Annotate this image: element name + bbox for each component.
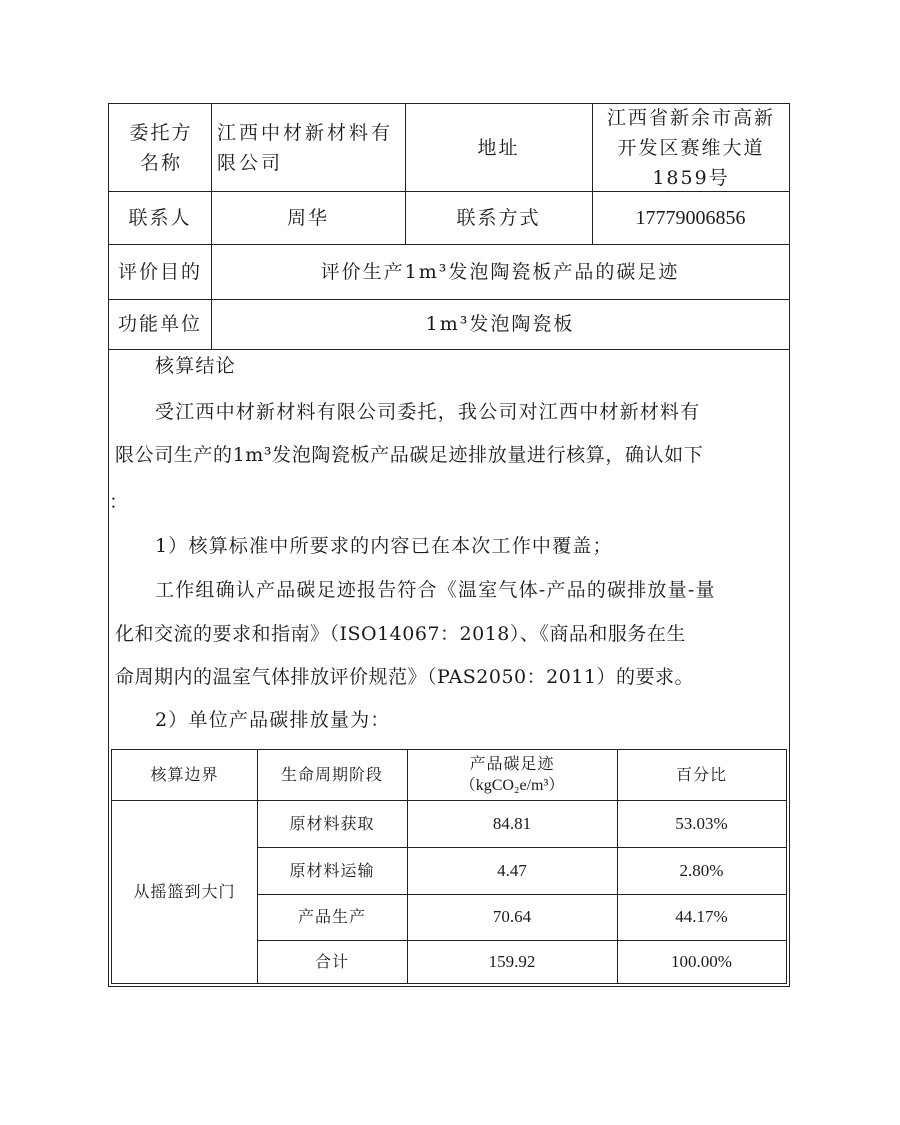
header-footprint-title: 产品碳足迹 <box>469 754 555 773</box>
purpose-value: 评价生产1m³发泡陶瓷板产品的碳足迹 <box>320 260 680 283</box>
row-divider <box>109 349 789 350</box>
client-name-label: 委托方名称 <box>129 121 193 174</box>
header-percent: 百分比 <box>675 765 727 784</box>
total-footprint-cell: 159.92 <box>488 951 536 971</box>
conclusion-heading: 核算结论 <box>155 355 236 377</box>
boundary-cell: 从摇篮到大门 <box>133 881 236 901</box>
conformity-paragraph-line: 化和交流的要求和指南》（ISO14067：2018）、《商品和服务在生 <box>115 623 686 645</box>
coverage-statement: 1）核算标准中所要求的内容已在本次工作中覆盖； <box>155 535 613 557</box>
client-name-value: 江西中材新材料有限公司 <box>217 121 394 174</box>
footprint-cell: 4.47 <box>497 860 527 880</box>
contact-label: 联系人 <box>128 206 192 229</box>
conformity-paragraph-line: 工作组确认产品碳足迹报告符合《温室气体-产品的碳排放量-量 <box>155 579 716 601</box>
results-table <box>111 749 787 984</box>
address-label: 地址 <box>477 136 520 159</box>
contact-value: 周华 <box>286 206 329 229</box>
footprint-cell: 84.81 <box>492 813 532 833</box>
phone-value: 17779006856 <box>635 206 746 229</box>
address-value: 江西省新余市高新开发区赛维大道1859号 <box>606 106 775 189</box>
header-stage: 生命周期阶段 <box>280 765 383 784</box>
conclusion-paragraph-line: 受江西中材新材料有限公司委托，我公司对江西中材新材料有 <box>155 401 701 423</box>
stage-cell: 原材料运输 <box>289 860 375 880</box>
unit-emission-heading: 2）单位产品碳排放量为： <box>155 709 391 731</box>
stage-cell: 原材料获取 <box>289 813 375 833</box>
conclusion-paragraph-line: 限公司生产的1m³发泡陶瓷板产品碳足迹排放量进行核算，确认如下 <box>115 444 704 466</box>
phone-label: 联系方式 <box>456 206 541 229</box>
header-footprint-unit: （kgCO₂e/m³） <box>459 777 565 794</box>
header-footprint <box>407 750 617 800</box>
percent-cell: 44.17% <box>675 907 728 926</box>
conformity-paragraph-line: 命周期内的温室气体排放评价规范》（PAS2050：2011）的要求。 <box>115 666 694 688</box>
conclusion-paragraph-line: ： <box>109 491 130 513</box>
report-form <box>108 103 790 987</box>
purpose-label: 评价目的 <box>117 260 202 283</box>
stage-cell: 产品生产 <box>297 907 366 926</box>
functional-unit-label: 功能单位 <box>117 313 202 335</box>
percent-cell: 53.03% <box>675 813 728 833</box>
total-percent-cell: 100.00% <box>671 951 732 971</box>
header-boundary: 核算边界 <box>150 765 219 784</box>
footprint-cell: 70.64 <box>492 907 532 926</box>
functional-unit-value: 1m³发泡陶瓷板 <box>425 313 575 335</box>
total-label-cell: 合计 <box>314 951 349 971</box>
percent-cell: 2.80% <box>679 860 724 880</box>
